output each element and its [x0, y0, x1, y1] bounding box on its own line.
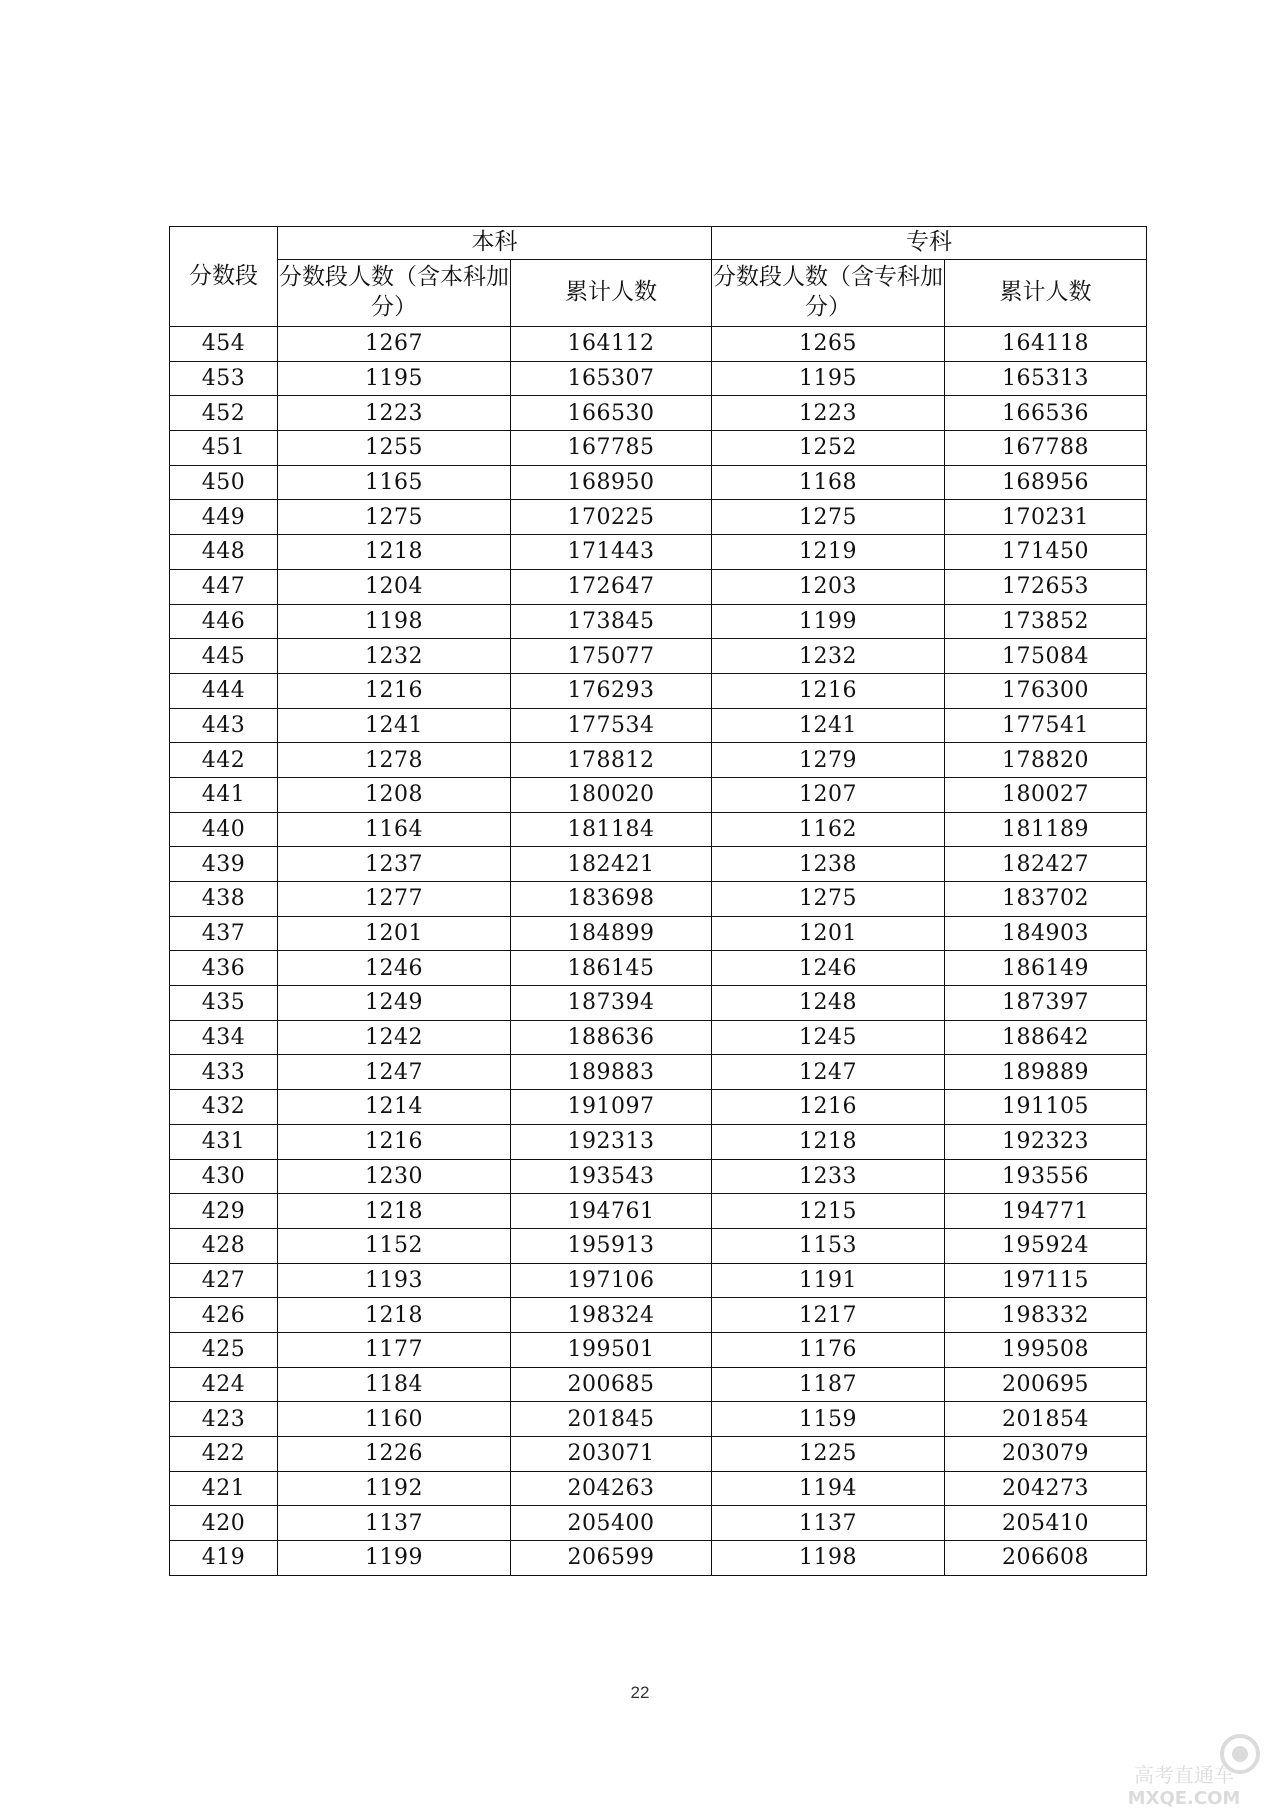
- cell-college-cumulative: 195924: [945, 1228, 1147, 1263]
- cell-college-count: 1168: [712, 465, 945, 500]
- cell-undergrad-cumulative: 172647: [511, 569, 712, 604]
- cell-undergrad-cumulative: 198324: [511, 1298, 712, 1333]
- table-row: [170, 465, 1147, 500]
- cell-undergrad-cumulative: 201845: [511, 1402, 712, 1437]
- cell-undergrad-count: 1230: [278, 1159, 511, 1194]
- cell-college-count: 1187: [712, 1367, 945, 1402]
- cell-college-count: 1176: [712, 1332, 945, 1367]
- cell-score: 425: [170, 1332, 278, 1367]
- cell-college-cumulative: 178820: [945, 743, 1147, 778]
- cell-college-count: 1203: [712, 569, 945, 604]
- cell-score: 427: [170, 1263, 278, 1298]
- cell-college-cumulative: 171450: [945, 535, 1147, 570]
- cell-college-cumulative: 192323: [945, 1124, 1147, 1159]
- cell-undergrad-cumulative: 191097: [511, 1090, 712, 1125]
- cell-undergrad-count: 1246: [278, 951, 511, 986]
- table-row: [170, 569, 1147, 604]
- header-college-count: 分数段人数（含专科加分）: [712, 260, 945, 327]
- cell-undergrad-cumulative: 193543: [511, 1159, 712, 1194]
- cell-college-cumulative: 205410: [945, 1506, 1147, 1541]
- table-row: [170, 1194, 1147, 1229]
- cell-college-cumulative: 175084: [945, 639, 1147, 674]
- cell-college-count: 1216: [712, 673, 945, 708]
- cell-college-count: 1223: [712, 396, 945, 431]
- cell-score: 439: [170, 847, 278, 882]
- table-row: [170, 951, 1147, 986]
- cell-college-count: 1241: [712, 708, 945, 743]
- table-row: [170, 1159, 1147, 1194]
- cell-undergrad-count: 1242: [278, 1020, 511, 1055]
- cell-college-cumulative: 183702: [945, 882, 1147, 917]
- cell-score: 426: [170, 1298, 278, 1333]
- cell-undergrad-cumulative: 176293: [511, 673, 712, 708]
- cell-score: 429: [170, 1194, 278, 1229]
- cell-undergrad-count: 1249: [278, 986, 511, 1021]
- cell-score: 437: [170, 916, 278, 951]
- table-body: [170, 327, 1147, 1576]
- cell-college-count: 1215: [712, 1194, 945, 1229]
- cell-undergrad-count: 1247: [278, 1055, 511, 1090]
- table-row: [170, 535, 1147, 570]
- cell-undergrad-cumulative: 166530: [511, 396, 712, 431]
- cell-undergrad-count: 1277: [278, 882, 511, 917]
- cell-score: 442: [170, 743, 278, 778]
- cell-college-count: 1153: [712, 1228, 945, 1263]
- cell-undergrad-cumulative: 187394: [511, 986, 712, 1021]
- cell-undergrad-cumulative: 182421: [511, 847, 712, 882]
- header-undergrad-group: 本科: [278, 227, 712, 260]
- cell-undergrad-cumulative: 194761: [511, 1194, 712, 1229]
- table-row: [170, 916, 1147, 951]
- cell-undergrad-cumulative: 165307: [511, 361, 712, 396]
- cell-undergrad-count: 1218: [278, 535, 511, 570]
- cell-undergrad-cumulative: 206599: [511, 1541, 712, 1576]
- cell-score: 435: [170, 986, 278, 1021]
- table-row: [170, 500, 1147, 535]
- cell-score: 445: [170, 639, 278, 674]
- cell-score: 450: [170, 465, 278, 500]
- cell-college-cumulative: 206608: [945, 1541, 1147, 1576]
- cell-score: 424: [170, 1367, 278, 1402]
- cell-college-cumulative: 170231: [945, 500, 1147, 535]
- cell-undergrad-cumulative: 188636: [511, 1020, 712, 1055]
- cell-college-count: 1216: [712, 1090, 945, 1125]
- cell-score: 449: [170, 500, 278, 535]
- cell-score: 448: [170, 535, 278, 570]
- cell-score: 434: [170, 1020, 278, 1055]
- watermark-logo: [1088, 1728, 1274, 1808]
- cell-college-cumulative: 198332: [945, 1298, 1147, 1333]
- cell-college-cumulative: 191105: [945, 1090, 1147, 1125]
- cell-undergrad-count: 1201: [278, 916, 511, 951]
- cell-college-cumulative: 203079: [945, 1437, 1147, 1472]
- cell-score: 428: [170, 1228, 278, 1263]
- cell-undergrad-count: 1237: [278, 847, 511, 882]
- cell-undergrad-cumulative: 180020: [511, 777, 712, 812]
- cell-college-cumulative: 204273: [945, 1471, 1147, 1506]
- cell-undergrad-cumulative: 200685: [511, 1367, 712, 1402]
- cell-score: 447: [170, 569, 278, 604]
- table-row: [170, 743, 1147, 778]
- header-college-cumulative: 累计人数: [945, 260, 1147, 327]
- score-distribution-table: [169, 226, 1147, 1576]
- cell-college-count: 1191: [712, 1263, 945, 1298]
- cell-college-count: 1225: [712, 1437, 945, 1472]
- cell-undergrad-cumulative: 204263: [511, 1471, 712, 1506]
- cell-college-cumulative: 197115: [945, 1263, 1147, 1298]
- table-row: [170, 986, 1147, 1021]
- cell-college-count: 1275: [712, 882, 945, 917]
- cell-undergrad-cumulative: 164112: [511, 327, 712, 362]
- header-row-columns: [170, 260, 1147, 327]
- cell-undergrad-cumulative: 181184: [511, 812, 712, 847]
- cell-undergrad-cumulative: 170225: [511, 500, 712, 535]
- cell-score: 433: [170, 1055, 278, 1090]
- cell-college-cumulative: 201854: [945, 1402, 1147, 1437]
- header-college-group: 专科: [712, 227, 1147, 260]
- cell-score: 431: [170, 1124, 278, 1159]
- cell-college-count: 1218: [712, 1124, 945, 1159]
- cell-college-count: 1199: [712, 604, 945, 639]
- header-undergrad-cumulative: 累计人数: [511, 260, 712, 327]
- table-row: [170, 1228, 1147, 1263]
- cell-undergrad-count: 1164: [278, 812, 511, 847]
- watermark-text: 高考直通车: [1134, 1763, 1234, 1787]
- cell-college-count: 1238: [712, 847, 945, 882]
- cell-score: 438: [170, 882, 278, 917]
- cell-college-cumulative: 166536: [945, 396, 1147, 431]
- table-row: [170, 882, 1147, 917]
- cell-undergrad-count: 1214: [278, 1090, 511, 1125]
- cell-college-count: 1248: [712, 986, 945, 1021]
- cell-college-count: 1217: [712, 1298, 945, 1333]
- cell-undergrad-cumulative: 189883: [511, 1055, 712, 1090]
- cell-undergrad-count: 1184: [278, 1367, 511, 1402]
- cell-college-count: 1246: [712, 951, 945, 986]
- cell-college-cumulative: 199508: [945, 1332, 1147, 1367]
- cell-score: 451: [170, 431, 278, 466]
- cell-score: 452: [170, 396, 278, 431]
- cell-college-count: 1265: [712, 327, 945, 362]
- cell-undergrad-cumulative: 178812: [511, 743, 712, 778]
- watermark-site: MXQE.COM: [1127, 1788, 1241, 1808]
- cell-undergrad-count: 1208: [278, 777, 511, 812]
- cell-undergrad-cumulative: 175077: [511, 639, 712, 674]
- cell-score: 440: [170, 812, 278, 847]
- cell-undergrad-cumulative: 205400: [511, 1506, 712, 1541]
- cell-college-count: 1194: [712, 1471, 945, 1506]
- table-row: [170, 1367, 1147, 1402]
- cell-undergrad-count: 1275: [278, 500, 511, 535]
- cell-score: 422: [170, 1437, 278, 1472]
- table-row: [170, 639, 1147, 674]
- table-row: [170, 1471, 1147, 1506]
- cell-score: 421: [170, 1471, 278, 1506]
- cell-college-count: 1245: [712, 1020, 945, 1055]
- cell-undergrad-cumulative: 167785: [511, 431, 712, 466]
- cell-undergrad-cumulative: 168950: [511, 465, 712, 500]
- table-row: [170, 431, 1147, 466]
- cell-score: 423: [170, 1402, 278, 1437]
- cell-college-cumulative: 184903: [945, 916, 1147, 951]
- cell-college-count: 1201: [712, 916, 945, 951]
- cell-college-count: 1247: [712, 1055, 945, 1090]
- cell-undergrad-count: 1193: [278, 1263, 511, 1298]
- cell-college-count: 1198: [712, 1541, 945, 1576]
- cell-score: 436: [170, 951, 278, 986]
- table-row: [170, 361, 1147, 396]
- cell-undergrad-count: 1198: [278, 604, 511, 639]
- table-row: [170, 1055, 1147, 1090]
- cell-undergrad-count: 1216: [278, 673, 511, 708]
- cell-undergrad-count: 1204: [278, 569, 511, 604]
- cell-score: 441: [170, 777, 278, 812]
- header-undergrad-count: 分数段人数（含本科加分）: [278, 260, 511, 327]
- cell-college-cumulative: 173852: [945, 604, 1147, 639]
- table-row: [170, 708, 1147, 743]
- cell-college-count: 1232: [712, 639, 945, 674]
- cell-undergrad-count: 1218: [278, 1298, 511, 1333]
- cell-college-cumulative: 177541: [945, 708, 1147, 743]
- table-header: [170, 227, 1147, 327]
- cell-undergrad-cumulative: 197106: [511, 1263, 712, 1298]
- cell-undergrad-count: 1195: [278, 361, 511, 396]
- cell-undergrad-cumulative: 183698: [511, 882, 712, 917]
- cell-college-count: 1279: [712, 743, 945, 778]
- cell-college-count: 1207: [712, 777, 945, 812]
- cell-undergrad-count: 1160: [278, 1402, 511, 1437]
- table-row: [170, 777, 1147, 812]
- cell-undergrad-cumulative: 195913: [511, 1228, 712, 1263]
- cell-college-count: 1137: [712, 1506, 945, 1541]
- cell-undergrad-count: 1177: [278, 1332, 511, 1367]
- cell-college-cumulative: 182427: [945, 847, 1147, 882]
- table-row: [170, 1124, 1147, 1159]
- cell-college-cumulative: 172653: [945, 569, 1147, 604]
- cell-undergrad-count: 1223: [278, 396, 511, 431]
- cell-college-count: 1252: [712, 431, 945, 466]
- score-distribution-sheet: [169, 226, 1146, 1576]
- table-row: [170, 1090, 1147, 1125]
- cell-score: 446: [170, 604, 278, 639]
- cell-score: 443: [170, 708, 278, 743]
- table-row: [170, 604, 1147, 639]
- cell-score: 444: [170, 673, 278, 708]
- header-score-range: 分数段: [170, 227, 278, 327]
- page-number: 22: [630, 1683, 650, 1702]
- header-row-groups: [170, 227, 1147, 260]
- cell-college-cumulative: 180027: [945, 777, 1147, 812]
- cell-undergrad-cumulative: 199501: [511, 1332, 712, 1367]
- cell-college-count: 1219: [712, 535, 945, 570]
- cell-college-cumulative: 168956: [945, 465, 1147, 500]
- table-row: [170, 812, 1147, 847]
- cell-undergrad-cumulative: 192313: [511, 1124, 712, 1159]
- cell-undergrad-count: 1226: [278, 1437, 511, 1472]
- cell-college-count: 1159: [712, 1402, 945, 1437]
- cell-college-cumulative: 187397: [945, 986, 1147, 1021]
- cell-college-cumulative: 176300: [945, 673, 1147, 708]
- table-row: [170, 1298, 1147, 1333]
- cell-score: 453: [170, 361, 278, 396]
- cell-college-cumulative: 186149: [945, 951, 1147, 986]
- cell-undergrad-cumulative: 203071: [511, 1437, 712, 1472]
- cell-college-count: 1275: [712, 500, 945, 535]
- cell-college-count: 1195: [712, 361, 945, 396]
- table-row: [170, 1263, 1147, 1298]
- cell-undergrad-count: 1192: [278, 1471, 511, 1506]
- table-row: [170, 327, 1147, 362]
- cell-undergrad-count: 1255: [278, 431, 511, 466]
- table-row: [170, 673, 1147, 708]
- cell-college-cumulative: 189889: [945, 1055, 1147, 1090]
- table-row: [170, 847, 1147, 882]
- cell-score: 432: [170, 1090, 278, 1125]
- cell-college-cumulative: 167788: [945, 431, 1147, 466]
- cell-undergrad-cumulative: 171443: [511, 535, 712, 570]
- cell-undergrad-cumulative: 173845: [511, 604, 712, 639]
- cell-undergrad-count: 1216: [278, 1124, 511, 1159]
- cell-college-cumulative: 164118: [945, 327, 1147, 362]
- cell-undergrad-count: 1278: [278, 743, 511, 778]
- cell-undergrad-count: 1137: [278, 1506, 511, 1541]
- cell-score: 419: [170, 1541, 278, 1576]
- cell-college-cumulative: 193556: [945, 1159, 1147, 1194]
- cell-college-count: 1162: [712, 812, 945, 847]
- table-row: [170, 1506, 1147, 1541]
- cell-college-cumulative: 181189: [945, 812, 1147, 847]
- cell-college-cumulative: 194771: [945, 1194, 1147, 1229]
- cell-undergrad-count: 1199: [278, 1541, 511, 1576]
- cell-undergrad-count: 1165: [278, 465, 511, 500]
- table-row: [170, 396, 1147, 431]
- cell-undergrad-cumulative: 177534: [511, 708, 712, 743]
- cell-undergrad-count: 1232: [278, 639, 511, 674]
- cell-undergrad-cumulative: 186145: [511, 951, 712, 986]
- cell-college-cumulative: 188642: [945, 1020, 1147, 1055]
- cell-score: 430: [170, 1159, 278, 1194]
- cell-college-cumulative: 200695: [945, 1367, 1147, 1402]
- table-row: [170, 1541, 1147, 1576]
- table-row: [170, 1332, 1147, 1367]
- cell-undergrad-count: 1218: [278, 1194, 511, 1229]
- table-row: [170, 1437, 1147, 1472]
- cell-undergrad-count: 1267: [278, 327, 511, 362]
- cell-undergrad-cumulative: 184899: [511, 916, 712, 951]
- cell-score: 420: [170, 1506, 278, 1541]
- cell-college-count: 1233: [712, 1159, 945, 1194]
- cell-college-cumulative: 165313: [945, 361, 1147, 396]
- cell-undergrad-count: 1241: [278, 708, 511, 743]
- table-row: [170, 1402, 1147, 1437]
- cell-undergrad-count: 1152: [278, 1228, 511, 1263]
- table-row: [170, 1020, 1147, 1055]
- cell-score: 454: [170, 327, 278, 362]
